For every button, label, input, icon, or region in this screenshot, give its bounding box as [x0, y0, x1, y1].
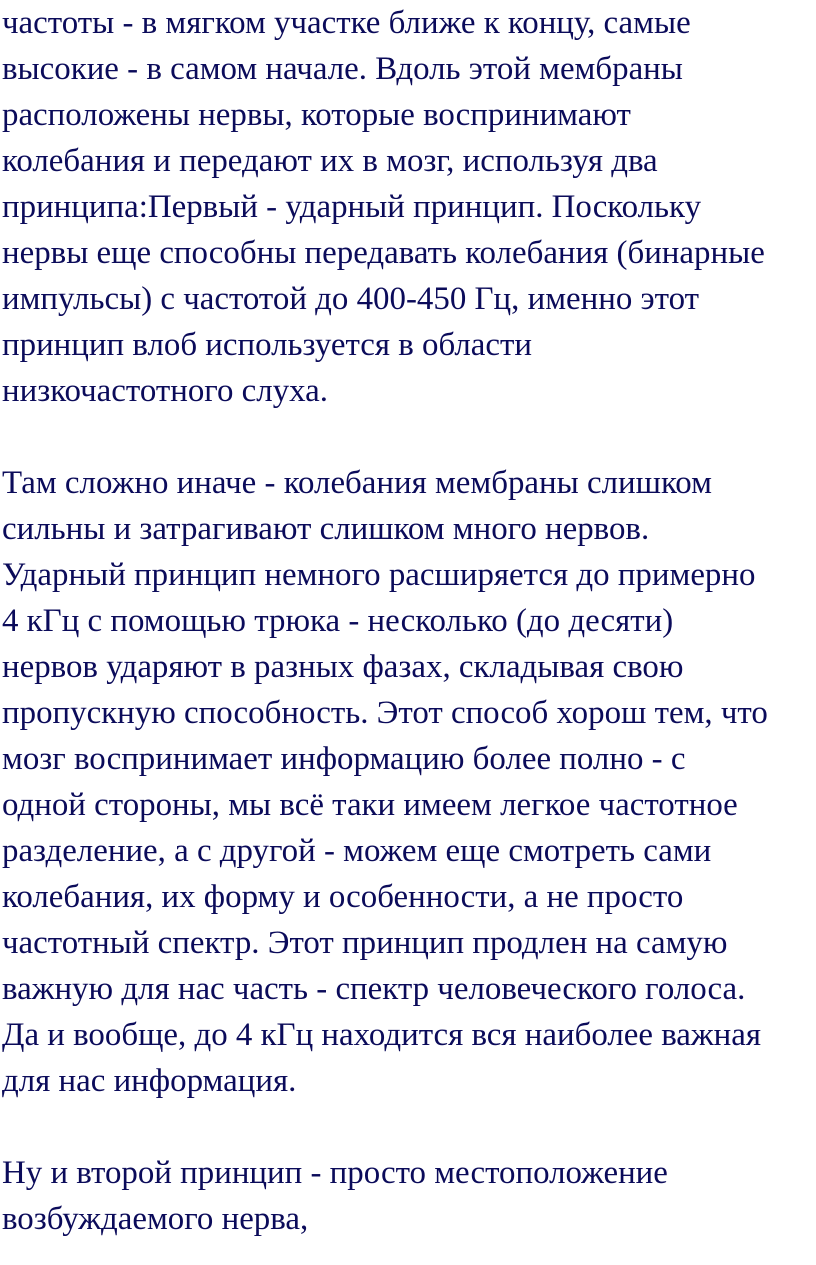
text-line: колебания, их форму и особенности, а не просто	[2, 879, 684, 915]
text-line: возбуждаемого нерва,	[2, 1201, 309, 1237]
text-line: разделение, а с другой - можем еще смотреть сами	[2, 833, 712, 869]
text-line: частоты - в мягком участке ближе к концу, самые	[2, 5, 691, 41]
text-line: нервов ударяют в разных фазах, складывая свою	[2, 649, 684, 685]
text-line: одной стороны, мы всё таки имеем легкое частотное	[2, 787, 738, 823]
paragraph-1	[2, 0, 816, 414]
text-line: важную для нас часть - спектр человеческого голоса.	[2, 971, 746, 1007]
text-line: колебания и передают их в мозг, используя два	[2, 143, 658, 179]
text-line: мозг воспринимает информацию более полно - с	[2, 741, 686, 777]
text-line: сильны и затрагивают слишком много нервов.	[2, 511, 650, 547]
text-line: Ударный принцип немного расширяется до примерно	[2, 557, 756, 593]
text-line: для нас информация.	[2, 1063, 297, 1099]
text-line: низкочастотного слуха.	[2, 373, 328, 409]
text-line: 4 кГц с помощью трюка - несколько (до десяти)	[2, 603, 674, 639]
text-line: импульсы) с частотой до 400-450 Гц, именно этот	[2, 281, 699, 317]
text-line: Да и вообще, до 4 кГц находится вся наиболее важная	[2, 1017, 761, 1053]
paragraph-3	[2, 1150, 816, 1242]
text-line: высокие - в самом начале. Вдоль этой мембраны	[2, 51, 683, 87]
text-line: Ну и второй принцип - просто местоположение	[2, 1155, 668, 1191]
text-line: принцип влоб используется в области	[2, 327, 533, 363]
text-line: принципа:Первый - ударный принцип. Поскольку	[2, 189, 702, 225]
text-line: Там сложно иначе - колебания мембраны слишком	[2, 465, 712, 501]
text-line: пропускную способность. Этот способ хорош тем, что	[2, 695, 768, 731]
text-line: частотный спектр. Этот принцип продлен на самую	[2, 925, 728, 961]
text-line: нервы еще способны передавать колебания (бинарные	[2, 235, 765, 271]
paragraph-2	[2, 460, 816, 1104]
text-line: расположены нервы, которые воспринимают	[2, 97, 631, 133]
